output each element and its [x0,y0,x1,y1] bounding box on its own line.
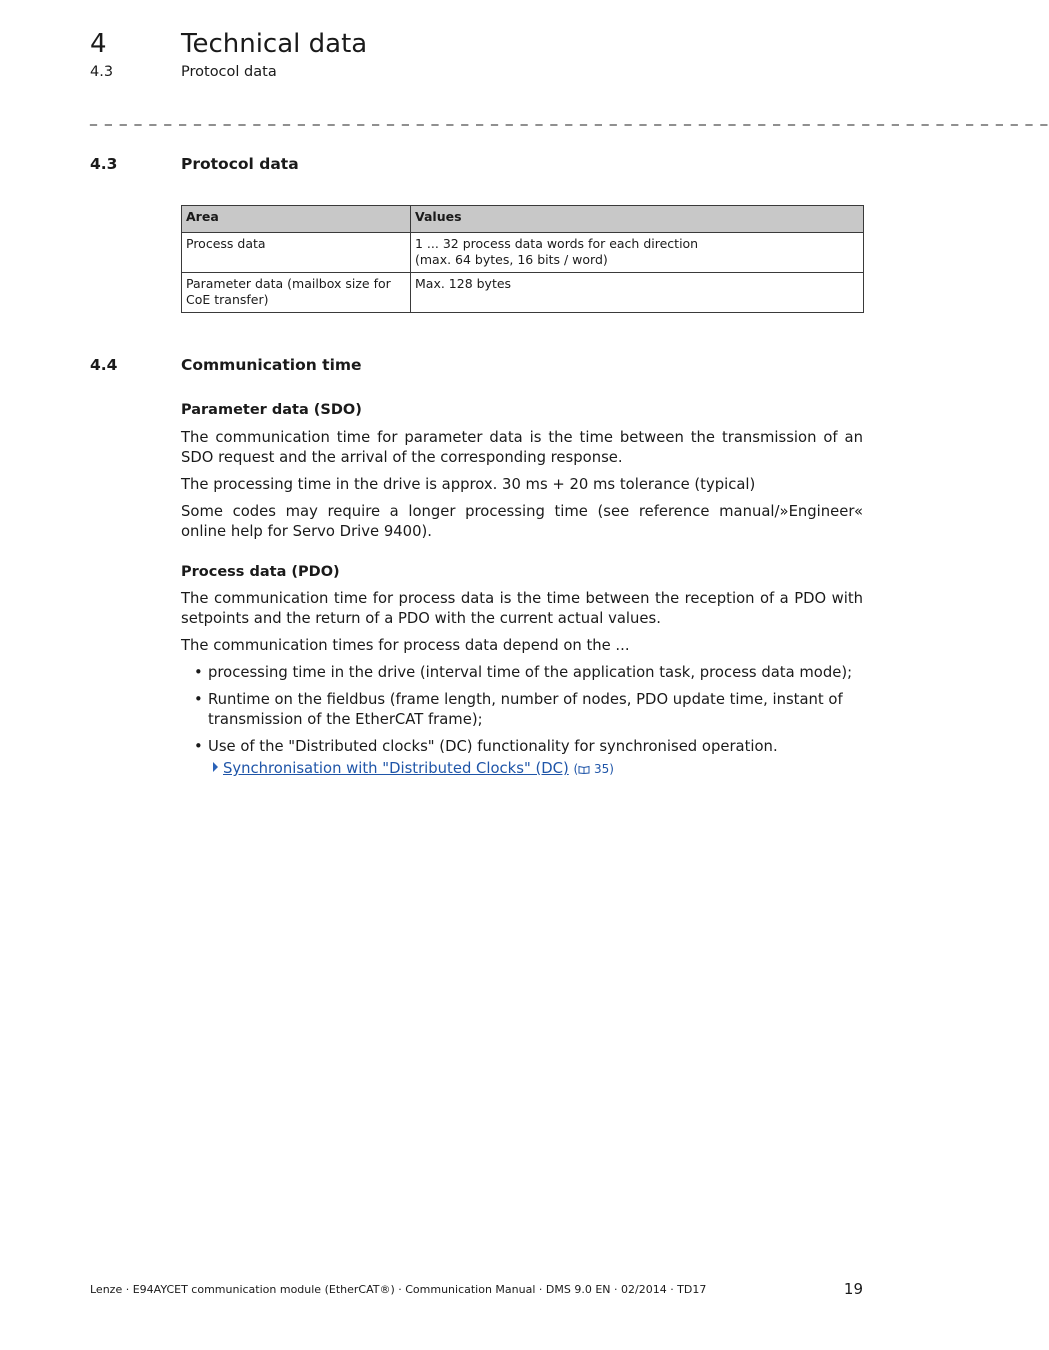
link-arrow-icon [213,762,218,772]
list-item [181,663,863,683]
table-header-area: Area [182,206,411,233]
pdo-heading: Process data (PDO) [181,564,340,580]
bullet-icon: • [194,691,203,708]
table-cell-values [411,233,864,273]
table-cell-values-line: Max. 128 bytes [415,276,512,291]
table-row [182,233,864,273]
page-ref-open: ( [573,762,579,776]
pdo-paragraph-2: The communication times for process data depend on the ... [181,637,630,654]
sdo-paragraph-3: Some codes may require a longer processing time (see reference manual/»Engineer« online help for Servo Drive 9400). [181,503,863,540]
sdo-paragraph-2: The processing time in the drive is approx. 30 ms + 20 ms tolerance (typical) [181,476,756,493]
pdo-block [181,562,863,757]
table-cell-values [411,273,864,313]
bullet-icon: • [194,738,203,755]
pdo-bullet-list [181,663,863,757]
table-cell-area: Parameter data (mailbox size for CoE transfer) [182,273,411,313]
list-item-text: Use of the "Distributed clocks" (DC) functionality for synchronised operation. [208,738,778,755]
section-title-protocol-data: Protocol data [181,155,299,173]
table-header-values: Values [411,206,864,233]
page-reference[interactable] [573,762,613,776]
page-ref-number: 35 [593,762,610,776]
bullet-icon: • [194,664,203,681]
header-divider: _ _ _ _ _ _ _ _ _ _ _ _ _ _ _ _ _ _ _ _ _ _ _ _ _ _ _ _ _ _ _ _ _ _ _ _ _ _ _ _ _ _ _ _ _ _ _ _ _ _ _ _ _ _ _ _ _ _ _ _ _ _ _ _ _ [90,110,1049,126]
protocol-data-table [181,205,864,313]
sdo-block [181,400,863,542]
table-cell-values-line: 1 ... 32 process data words for each direction [415,236,699,251]
table-row [182,273,864,313]
page-ref-close: ) [609,762,614,776]
table-header-row [182,206,864,233]
book-icon [578,765,590,774]
page-number: 19 [843,1280,863,1298]
section-number-4-3: 4.3 [90,155,118,173]
sdo-paragraph-1: The communication time for parameter data is the time between the transmission of an SDO request and the arrival of the corresponding response. [181,429,863,466]
link-synchronisation-dc[interactable]: Synchronisation with "Distributed Clocks" (DC) [223,760,569,777]
section-number-4-4: 4.4 [90,356,118,374]
list-item [181,690,863,730]
chapter-title: Technical data [181,29,368,59]
sdo-heading: Parameter data (SDO) [181,402,362,418]
chapter-number: 4 [90,29,107,59]
cross-reference [213,759,614,779]
footer-text: Lenze · E94AYCET communication module (EtherCAT®) · Communication Manual · DMS 9.0 EN · 02/2014 · TD17 [90,1283,707,1296]
header-section-title: Protocol data [181,64,277,80]
table-cell-values-line: (max. 64 bytes, 16 bits / word) [415,252,608,267]
pdo-paragraph-1: The communication time for process data is the time between the reception of a PDO with setpoints and the return of a PDO with the current actual values. [181,590,863,627]
header-section-number: 4.3 [90,64,114,80]
section-title-communication-time: Communication time [181,356,362,374]
table-cell-area: Process data [182,233,411,273]
list-item-text: processing time in the drive (interval time of the application task, process data mode); [208,664,853,681]
list-item-text: Runtime on the fieldbus (frame length, number of nodes, PDO update time, instant of transmission of the EtherCAT frame); [208,691,843,728]
list-item [181,737,863,757]
